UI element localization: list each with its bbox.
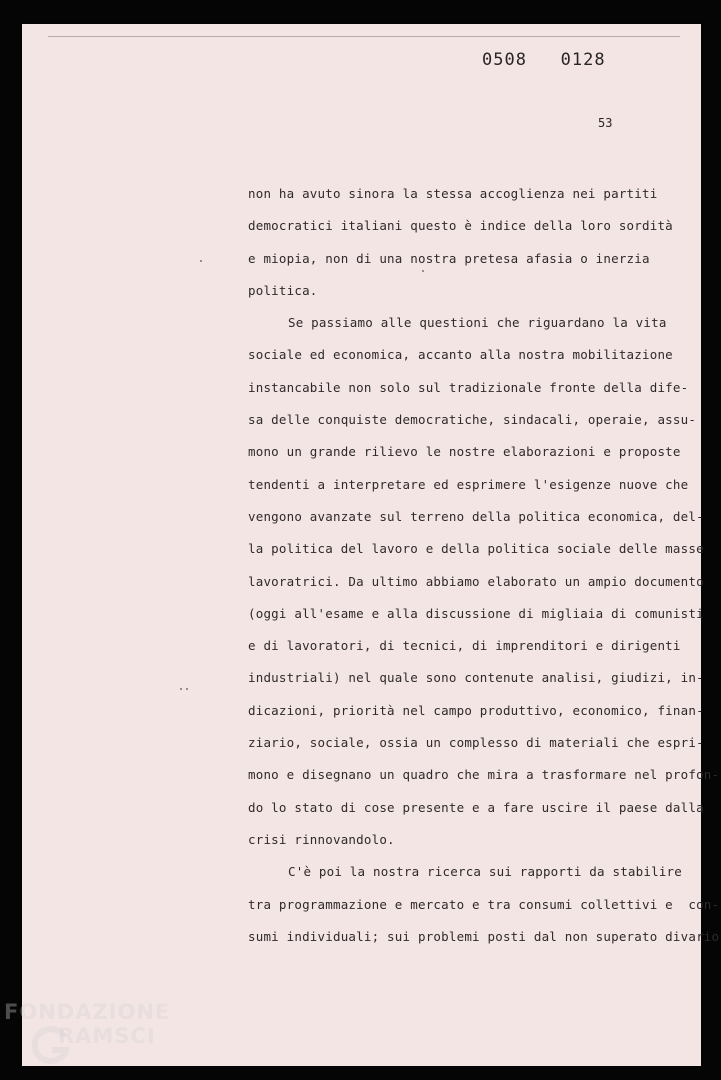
text-line: vengono avanzate sul terreno della politica economica, del-	[248, 508, 704, 524]
text-line: tendenti a interpretare ed esprimere l'esigenze nuove che	[248, 476, 689, 492]
text-line: e di lavoratori, di tecnici, di imprenditori e dirigenti	[248, 638, 681, 654]
text-line: tra programmazione e mercato e tra consumi collettivi e con-	[248, 896, 720, 912]
paragraph-1	[248, 178, 688, 307]
text-line: sociale ed economica, accanto alla nostra mobilitazione	[248, 347, 673, 363]
page-number: 53	[598, 116, 613, 130]
text-line: mono e disegnano un quadro che mira a trasformare nel profon-	[248, 767, 720, 783]
text-line: industriali) nel quale sono contenute analisi, giudizi, in-	[248, 670, 704, 686]
text-line: (oggi all'esame e alla discussione di migliaia di comunisti	[248, 605, 704, 621]
paper-speck	[422, 270, 424, 272]
text-line: democratici italiani questo è indice della loro sordità	[248, 218, 673, 234]
top-rule	[48, 36, 680, 37]
text-line: politica.	[248, 282, 318, 298]
paper-speck	[200, 260, 202, 262]
text-line: C'è poi la nostra ricerca sui rapporti da stabilire	[288, 864, 683, 880]
text-line: la politica del lavoro e della politica sociale delle masse	[248, 541, 704, 557]
text-line: Se passiamo alle questioni che riguardano la vita	[288, 315, 667, 331]
text-line: crisi rinnovandolo.	[248, 831, 395, 847]
watermark-line-1: FONDAZIONE	[4, 1000, 171, 1024]
text-line: mono un grande rilievo le nostre elaborazioni e proposte	[248, 444, 681, 460]
document-page	[22, 24, 720, 1066]
text-line: sa delle conquiste democratiche, sindacali, operaie, assu-	[248, 412, 697, 428]
fondazione-gramsci-watermark	[4, 1000, 194, 1080]
text-line: non ha avuto sinora la stessa accoglienza nei partiti	[248, 186, 658, 201]
paper-speck	[186, 688, 188, 690]
paragraph-3	[248, 856, 720, 953]
watermark-line-2: RAMSCI	[58, 1024, 156, 1048]
text-line: dicazioni, priorità nel campo produttivo, economico, finan-	[248, 702, 704, 718]
text-line: instancabile non solo sul tradizionale fronte della dife-	[248, 379, 689, 395]
text-line: sumi individuali; sui problemi posti dal non superato divario	[248, 928, 720, 944]
archive-number: 0508 0128	[482, 50, 606, 70]
paper-speck	[180, 688, 182, 690]
paragraph-2	[248, 307, 720, 856]
text-line: e miopia, non di una nostra pretesa afasia o inerzia	[248, 250, 650, 266]
text-line: do lo stato di cose presente e a fare uscire il paese dalla	[248, 799, 704, 815]
text-line: ziario, sociale, ossia un complesso di materiali che espri-	[248, 735, 704, 751]
text-line: lavoratrici. Da ultimo abbiamo elaborato un ampio documento	[248, 573, 704, 589]
body-text	[248, 178, 720, 953]
